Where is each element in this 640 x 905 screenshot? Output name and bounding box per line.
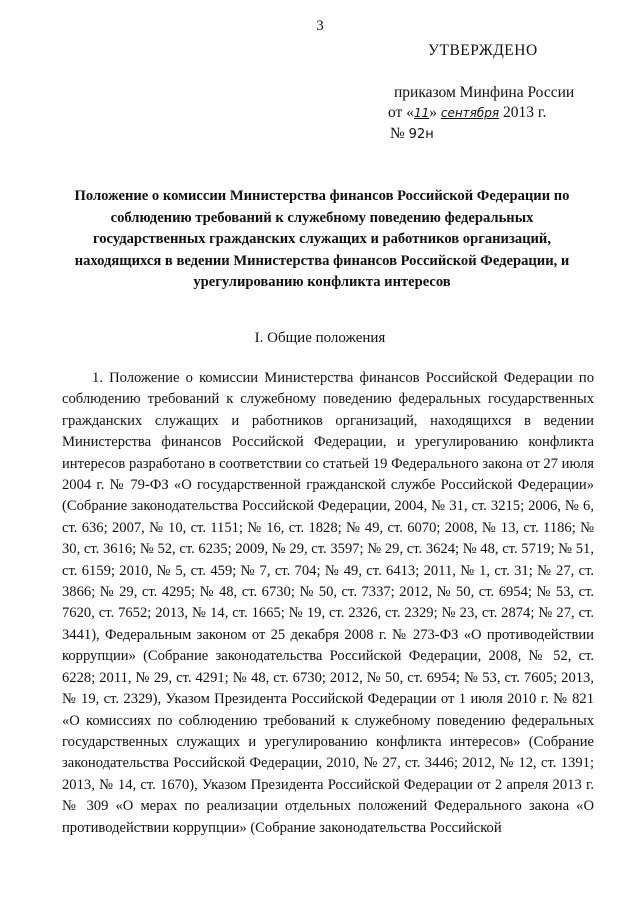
date-month: сентября	[440, 106, 500, 120]
date-day: 11	[413, 106, 430, 120]
date-prefix: от «	[388, 104, 414, 121]
number-prefix: №	[390, 125, 409, 142]
page-number: 3	[316, 18, 324, 34]
approval-heading: УТВЕРЖДЕНО	[428, 42, 538, 59]
section-heading: I. Общие положения	[254, 330, 386, 346]
approval-order: приказом Минфина России	[394, 84, 575, 101]
approval-date	[388, 102, 546, 124]
document-title: Положение о комиссии Министерства финансов Российской Федерации по соблюдению требований к служебному поведению федеральных государственных гражданских служащих и работников организаций, находящихся в ведении Министерства финансов Российской Федерации, и урегулированию конфликта интересов	[74, 188, 570, 290]
paragraph-1: 1. Положение о комиссии Министерства финансов Российской Федерации по соблюдению требований к служебному поведению федеральных государственных гражданских служащих и работников организаций, находящихся в ведении Министерства финансов Российской Федерации, и урегулированию конфликта интересов разработано в соответствии со статьей 19 Федерального закона от 27 июля 2004 г. № 79-ФЗ «О государственной гражданской службе Российской Федерации» (Собрание законодательства Российской Федерации, 2004, № 31, ст. 3215; 2006, № 6, ст. 636; 2007, № 10, ст. 1151; № 16, ст. 1828; № 49, ст. 6070; 2008, № 13, ст. 1186; № 30, ст. 3616; № 52, ст. 6235; 2009, № 29, ст. 3597; № 29, ст. 3624; № 48, ст. 5719; № 51, ст. 6159; 2010, № 5, ст. 459; № 7, ст. 704; № 49, ст. 6413; 2011, № 1, ст. 31; № 27, ст. 3866; № 29, ст. 4295; № 48, ст. 6730; № 50, ст. 7337; 2012, № 50, ст. 6954; № 53, ст. 7620, ст. 7652; 2013, № 14, ст. 1665; № 19, ст. 2326, ст. 2329; № 23, ст. 2874; № 27, ст. 3441), Федеральным законом от 25 декабря 2008 г. № 273-ФЗ «О противодействии коррупции» (Собрание законодательства Российской Федерации, 2008, № 52, ст. 6228; 2011, № 29, ст. 4291; № 48, ст. 6730; 2012, № 50, ст. 6954; № 53, ст. 7605; 2013, № 19, ст. 2329), Указом Президента Российской Федерации от 1 июля 2010 г. № 821 «О комиссиях по соблюдению требований к служебному поведению федеральных государственных служащих и урегулированию конфликта интересов» (Собрание законодательства Российской Федерации, 2010, № 27, ст. 3446; 2012, № 12, ст. 1391; 2013, № 14, ст. 1670), Указом Президента Российской Федерации от 2 апреля 2013 г. № 309 «О мерах по реализации отдельных положений Федерального закона «О противодействии коррупции» (Собрание законодательства Российской	[62, 370, 594, 836]
date-year: 2013 г.	[499, 104, 547, 121]
approval-number	[390, 123, 434, 146]
number-value: 92н	[408, 127, 434, 142]
date-mid: »	[429, 104, 441, 121]
